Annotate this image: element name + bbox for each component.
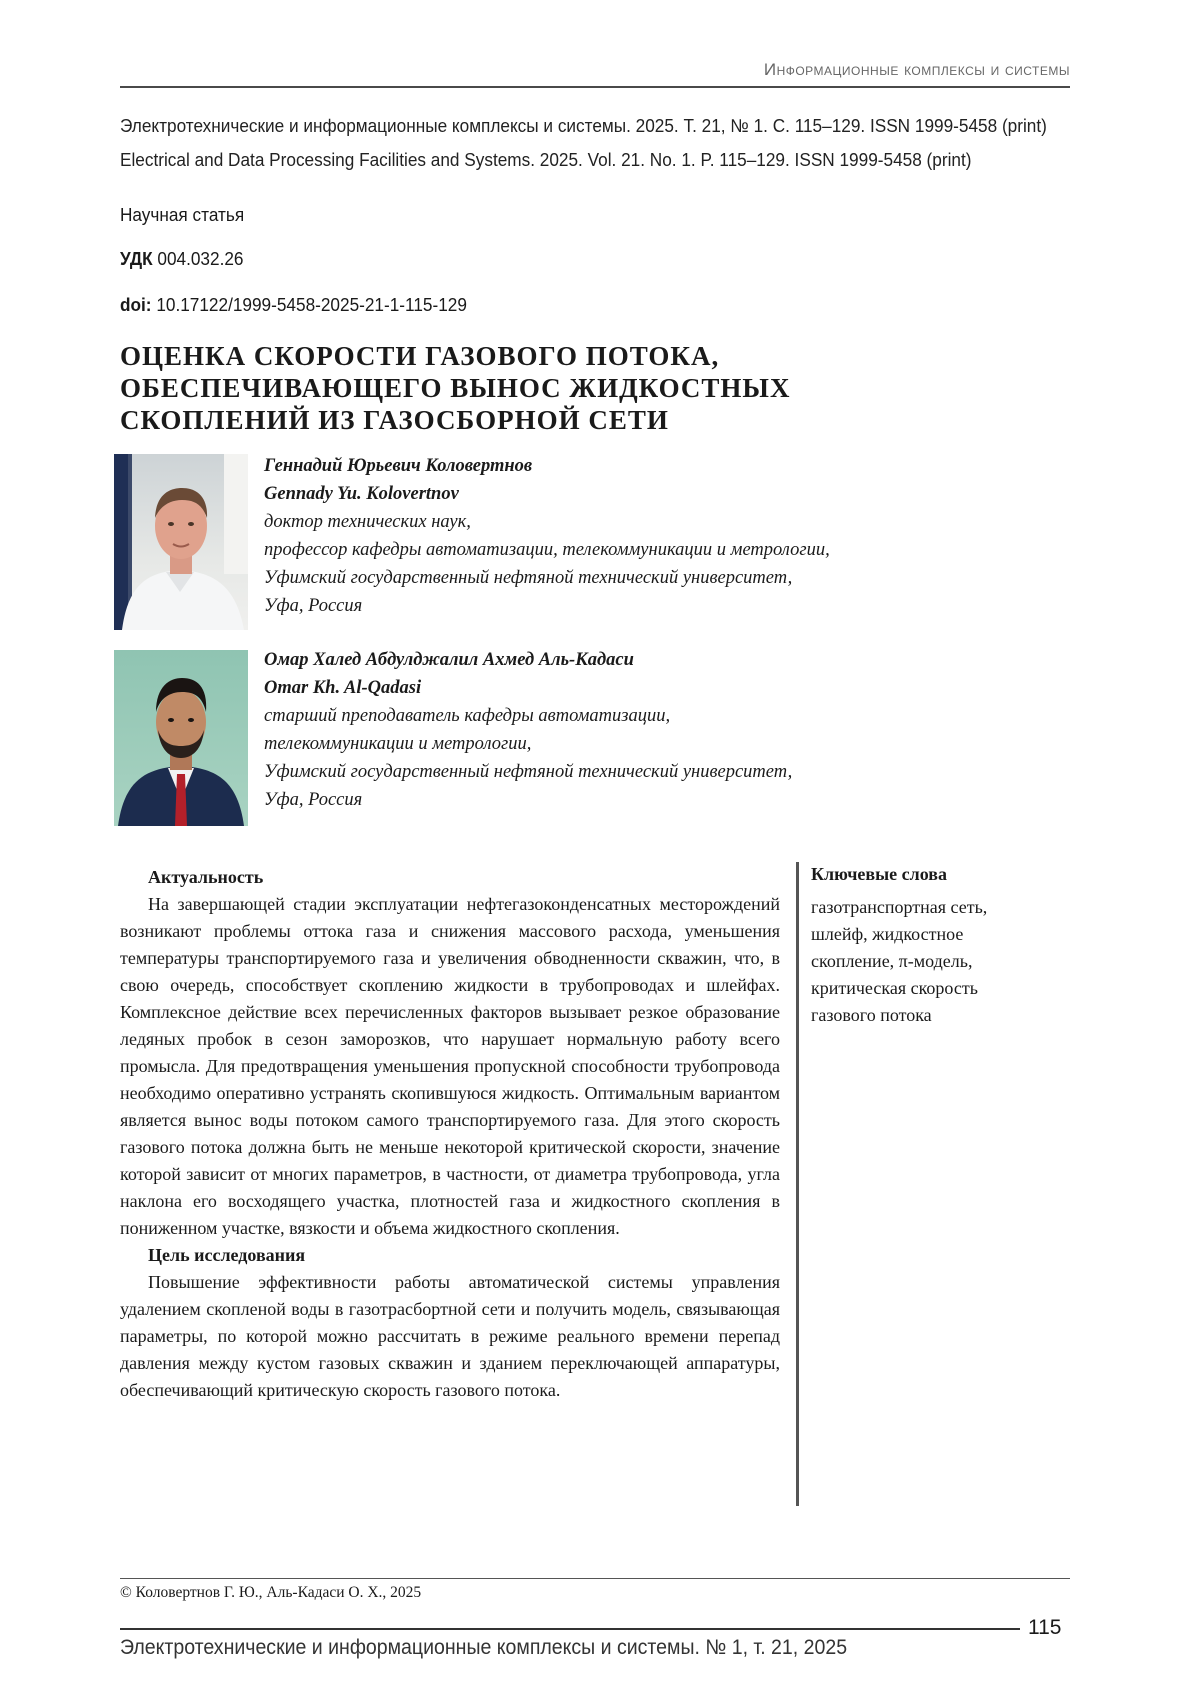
journal-footer: Электротехнические и информационные комплексы и системы. № 1, т. 21, 2025 — [120, 1636, 847, 1660]
author-name-en: Gennady Yu. Kolovertnov — [264, 480, 830, 508]
author-block — [264, 452, 830, 620]
footnote-rule — [120, 1578, 1070, 1579]
section-heading-aim: Цель исследования — [120, 1242, 780, 1269]
author-photo-kolovertnov — [114, 454, 248, 630]
keyword-line: газового потока — [811, 1002, 1051, 1029]
doi-label: doi: — [120, 294, 152, 315]
title-line: СКОПЛЕНИЙ ИЗ ГАЗОСБОРНОЙ СЕТИ — [120, 404, 1020, 436]
author-name-ru: Геннадий Юрьевич Коловертнов — [264, 452, 830, 480]
keyword-line: критическая скорость — [811, 975, 1051, 1002]
author-degree: доктор технических наук, — [264, 508, 830, 536]
abstract-body — [120, 864, 780, 1404]
author-position: старший преподаватель кафедры автоматизации, — [264, 702, 792, 730]
author-block — [264, 646, 792, 814]
article-title — [120, 340, 1020, 436]
author-affiliation: Уфимский государственный нефтяной технический университет, — [264, 564, 830, 592]
udk-label: УДК — [120, 248, 153, 269]
udk-value: 004.032.26 — [153, 248, 244, 269]
keywords-list — [811, 894, 1051, 1029]
citation-en: Electrical and Data Processing Facilities and Systems. 2025. Vol. 21. No. 1. P. 115–129. ISSN 1999-5458 (print) — [120, 149, 971, 171]
author-city: Уфа, Россия — [264, 786, 792, 814]
doi-line — [120, 294, 467, 316]
author-name-en: Omar Kh. Al-Qadasi — [264, 674, 792, 702]
keyword-line: газотранспортная сеть, — [811, 894, 1051, 921]
author-position-cont: телекоммуникации и метрологии, — [264, 730, 792, 758]
copyright-note: © Коловертнов Г. Ю., Аль-Кадаси О. Х., 2025 — [120, 1584, 421, 1602]
citation-ru: Электротехнические и информационные комплексы и системы. 2025. Т. 21, № 1. С. 115–129. ISSN 1999-5458 (print) — [120, 115, 1047, 137]
section-text-aim: Повышение эффективности работы автоматической системы управления удалением скопленой воды в газотрасбортной сети и получить модель, связывающая параметры, по которой можно рассчитать в режиме реального времени перепад давления между кустом газовых скважин и зданием переключающей аппаратуры, обеспечивающий критическую скорость газового потока. — [120, 1269, 780, 1404]
title-line: ОЦЕНКА СКОРОСТИ ГАЗОВОГО ПОТОКА, — [120, 340, 1020, 372]
page-number: 115 — [1028, 1616, 1061, 1640]
author-affiliation: Уфимский государственный нефтяной технический университет, — [264, 758, 792, 786]
running-head: Информационные комплексы и системы — [764, 60, 1070, 80]
doi-value: 10.17122/1999-5458-2025-21-1-115-129 — [152, 294, 467, 315]
article-type: Научная статья — [120, 204, 244, 226]
author-photo-al-qadasi — [114, 650, 248, 826]
keywords-heading: Ключевые слова — [811, 864, 947, 885]
footer-rule — [120, 1628, 1020, 1630]
udk-line — [120, 248, 243, 270]
section-text-relevance: На завершающей стадии эксплуатации нефтегазоконденсатных месторождений возникают проблемы оттока газа и снижения массового расхода, уменьшения температуры транспортируемого газа и увеличения обводненности скважин, что, в свою очередь, способствует скоплению жидкости в трубопроводах и шлейфах. Комплексное действие всех перечисленных факторов вызывает резкое образование ледяных пробок в сезон заморозков, что нарушает нормальную работу всего промысла. Для предотвращения уменьшения пропускной способности трубопровода необходимо оперативно устранять скопившуюся жидкость. Оптимальным вариантом является вынос воды потоком самого транспортируемого газа. Для этого скорость газового потока должна быть не меньше некоторой критической скорости, значение которой зависит от многих параметров, в частности, от диаметра трубопровода, угла наклона его восходящего участка, плотностей газа и жидкостного скопления в пониженном участке, вязкости и объема жидкостного скопления. — [120, 891, 780, 1242]
author-name-ru: Омар Халед Абдулджалил Ахмед Аль-Кадаси — [264, 646, 792, 674]
keyword-line: шлейф, жидкостное — [811, 921, 1051, 948]
author-position: профессор кафедры автоматизации, телекоммуникации и метрологии, — [264, 536, 830, 564]
section-heading-relevance: Актуальность — [120, 864, 780, 891]
keywords-rule — [796, 862, 799, 1506]
header-rule — [120, 86, 1070, 88]
keyword-line: скопление, π-модель, — [811, 948, 1051, 975]
author-city: Уфа, Россия — [264, 592, 830, 620]
title-line: ОБЕСПЕЧИВАЮЩЕГО ВЫНОС ЖИДКОСТНЫХ — [120, 372, 1020, 404]
